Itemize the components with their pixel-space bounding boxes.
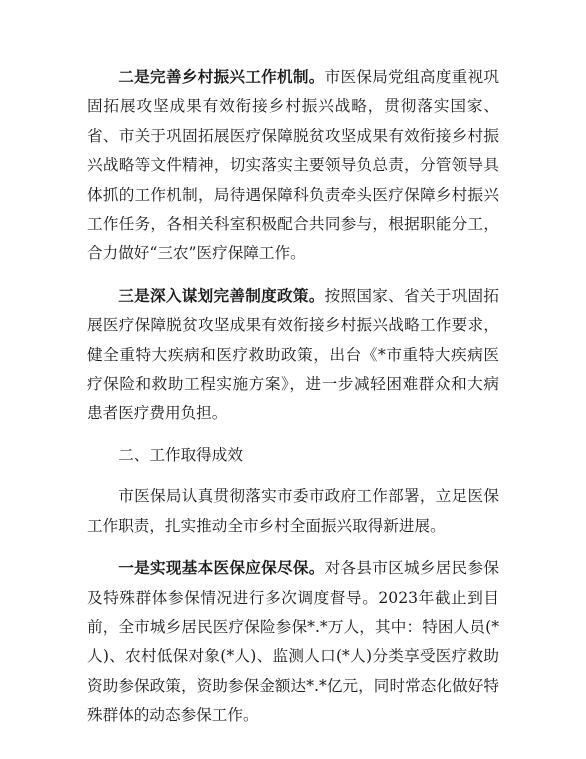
paragraph-text: 对各县市区城乡居民参保及特殊群体参保情况进行多次调度督导。2023年截止到目前，全市城乡居民医疗保险参保*.*万人，其中：特困人员(*人)、农村低保对象(*人)、监测人口(*人)分类享受医疗救助资助参保政策，资助参保金额达*.*亿元，同时常态化做好特殊群体的动态参保工作。 (87, 559, 499, 725)
paragraph-text: 市医保局党组高度重视巩固拓展攻坚成果有效衔接乡村振兴战略，贯彻落实国家、省、市关于巩固拓展医疗保障脱贫攻坚成果有效衔接乡村振兴战略等文件精神，切实落实主要领导负总责，分管领导具体抓的工作机制，局待遇保障科负责牵头医疗保障乡村振兴工作任务，各相关科室积极配合共同参与，根据职能分工，合力做好“三农”医疗保障工作。 (87, 68, 499, 263)
paragraph-lead: 一是实现基本医保应保尽保。 (118, 558, 325, 578)
paragraph-lead: 二是完善乡村振兴工作机制。 (118, 67, 325, 86)
document-body (87, 62, 499, 731)
paragraph-text: 按照国家、省关于巩固拓展医疗保障脱贫攻坚成果有效衔接乡村振兴战略工作要求，健全重特大疾病和医疗救助政策，出台《*市重特大疾病医疗保险和救助工程实施方案》，进一步减轻困难群众和大病患者医疗费用负担。 (87, 286, 499, 423)
paragraph-achievement (87, 553, 499, 730)
section-heading: 二、工作取得成效 (118, 445, 243, 464)
paragraph-policy (87, 281, 499, 429)
paragraph-mechanism (87, 62, 499, 269)
paragraph-intro: 市医保局认真贯彻落实市委市政府工作部署，立足医保工作职责，扎实推动全市乡村全面振兴取得新进展。 (87, 487, 499, 535)
paragraph-lead: 三是深入谋划完善制度政策。 (118, 285, 325, 305)
